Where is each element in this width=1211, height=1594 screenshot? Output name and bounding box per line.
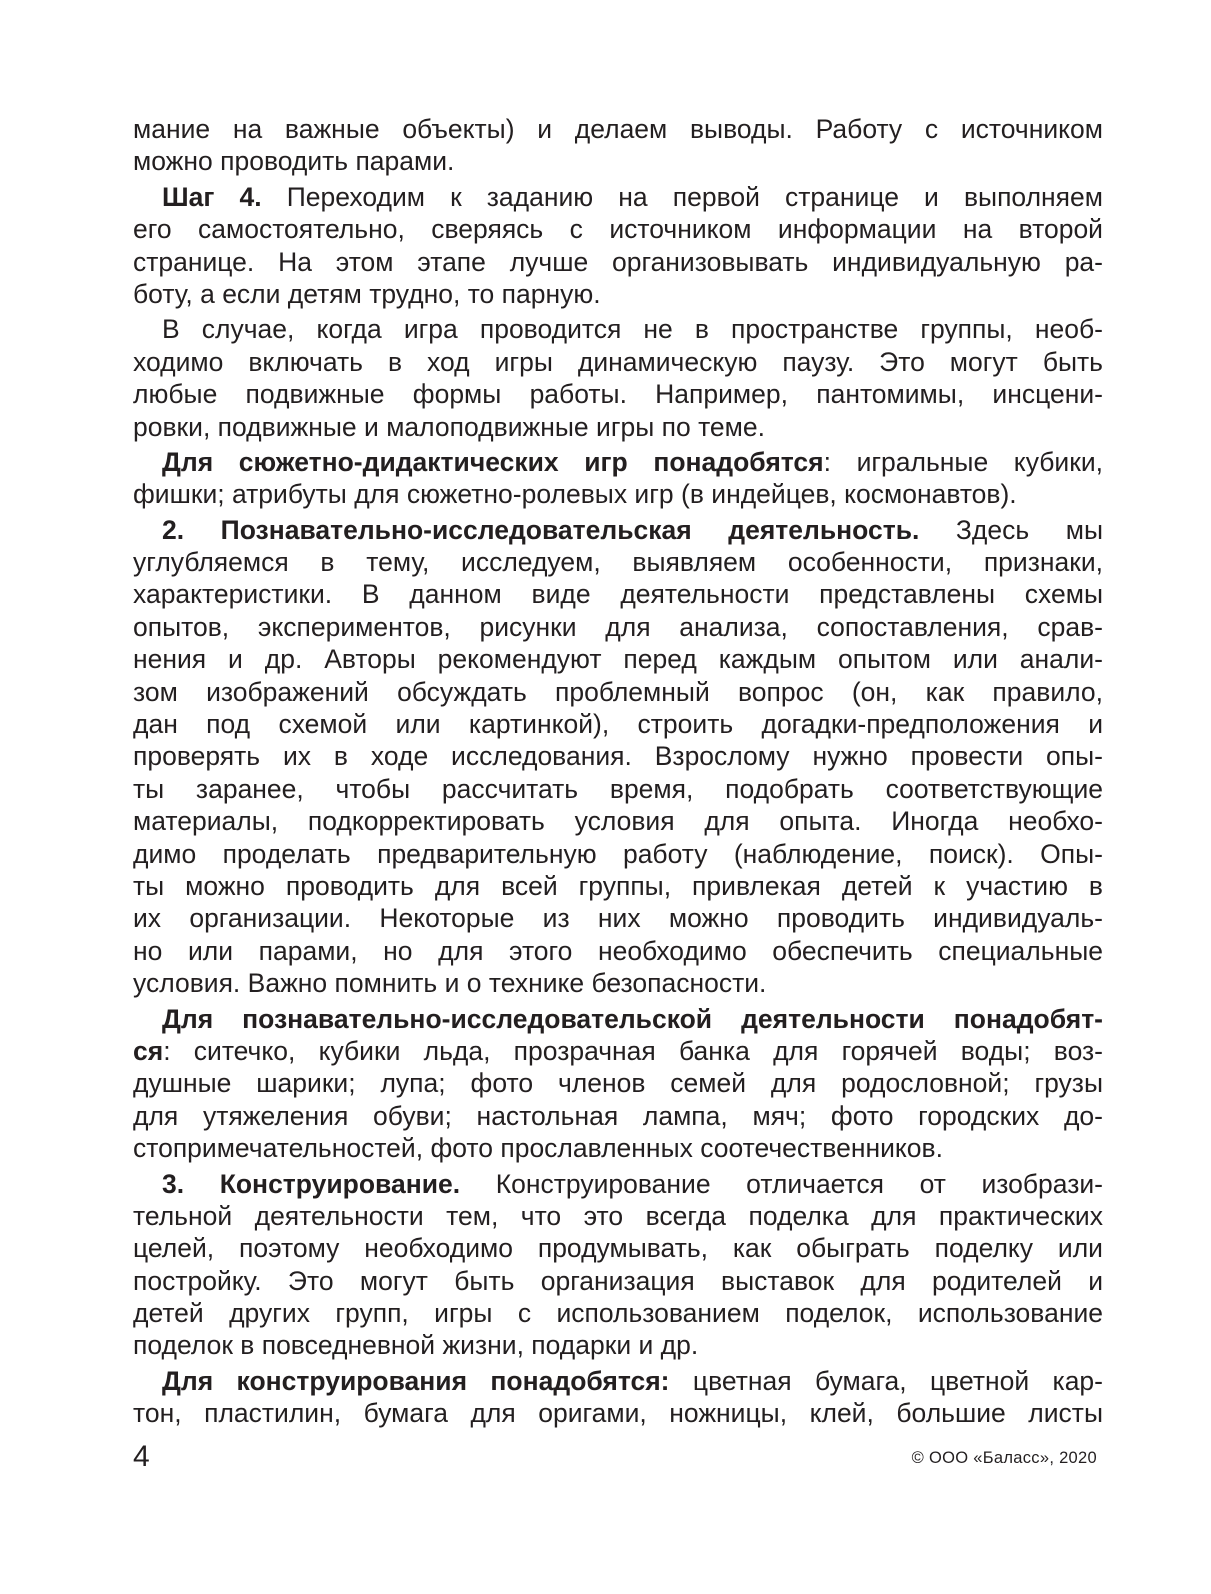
text-line bbox=[133, 1168, 1103, 1200]
text-line bbox=[133, 1265, 1103, 1297]
body-text: но или парами, но для этого необходимо обеспечить специальные bbox=[133, 935, 1103, 966]
paragraph bbox=[133, 313, 1103, 443]
body-text: странице. На этом этапе лучше организовывать индивидуальную ра- bbox=[133, 246, 1103, 277]
body-text: можно проводить парами. bbox=[133, 146, 455, 177]
text-line bbox=[133, 676, 1103, 708]
body-text: фишки; атрибуты для сюжетно-ролевых игр (в индейцев, космонавтов). bbox=[133, 479, 1017, 510]
text-line bbox=[133, 1035, 1103, 1067]
paragraph bbox=[133, 1003, 1103, 1165]
body-text: тельной деятельности тем, что это всегда поделка для практических bbox=[133, 1200, 1103, 1231]
body-text: их организации. Некоторые из них можно проводить индивидуаль- bbox=[133, 903, 1103, 934]
body-text: Переходим к заданию на первой странице и выполняем bbox=[261, 181, 1103, 212]
body-text: В случае, когда игра проводится не в пространстве группы, необ- bbox=[162, 314, 1103, 345]
text-line bbox=[133, 838, 1103, 870]
body-text: любые подвижные формы работы. Например, пантомимы, инсцени- bbox=[133, 379, 1103, 410]
page-number: 4 bbox=[133, 1440, 150, 1473]
body-text: дан под схемой или картинкой), строить догадки-предположения и bbox=[133, 709, 1103, 740]
text-line bbox=[133, 611, 1103, 643]
bold-lead-text: Шаг 4. bbox=[162, 181, 262, 212]
text-line bbox=[133, 446, 1103, 478]
text-line bbox=[133, 967, 1103, 999]
text-line bbox=[133, 378, 1103, 410]
copyright-notice: © ООО «Баласс», 2020 bbox=[911, 1449, 1097, 1467]
body-text: углубляемся в тему, исследуем, выявляем особенности, признаки, bbox=[133, 547, 1103, 578]
body-text: Здесь мы bbox=[919, 514, 1103, 545]
body-text: его самостоятельно, сверяясь с источником информации на второй bbox=[133, 214, 1103, 245]
paragraph bbox=[133, 113, 1103, 178]
bold-lead-text: 3. Конструирование. bbox=[162, 1168, 461, 1199]
text-line bbox=[133, 708, 1103, 740]
bold-lead-text: ся bbox=[133, 1035, 164, 1066]
bold-lead-text: Для сюжетно-дидактических игр понадобятся bbox=[162, 446, 824, 477]
paragraph bbox=[133, 514, 1103, 1000]
text-line bbox=[133, 1397, 1103, 1429]
paragraph bbox=[133, 1168, 1103, 1362]
text-line bbox=[133, 478, 1103, 510]
paragraph bbox=[133, 181, 1103, 311]
text-line bbox=[133, 145, 1103, 177]
bold-lead-text: Для конструирования понадобятся: bbox=[162, 1365, 670, 1396]
page-body bbox=[133, 113, 1103, 1430]
body-text: условия. Важно помнить и о технике безопасности. bbox=[133, 968, 767, 999]
text-line bbox=[133, 411, 1103, 443]
text-line bbox=[133, 1003, 1103, 1035]
body-text: тон, пластилин, бумага для оригами, ножницы, клей, большие листы bbox=[133, 1398, 1103, 1429]
text-line bbox=[133, 805, 1103, 837]
body-text: постройку. Это могут быть организация выставок для родителей и bbox=[133, 1265, 1103, 1296]
body-text: проверять их в ходе исследования. Взрослому нужно провести опы- bbox=[133, 741, 1103, 772]
body-text: для утяжеления обуви; настольная лампа, мяч; фото городских до- bbox=[133, 1100, 1103, 1131]
text-line bbox=[133, 1067, 1103, 1099]
text-line bbox=[133, 246, 1103, 278]
text-line bbox=[133, 514, 1103, 546]
text-line bbox=[133, 181, 1103, 213]
body-text: боту, а если детям трудно, то парную. bbox=[133, 278, 601, 309]
body-text: характеристики. В данном виде деятельности представлены схемы bbox=[133, 579, 1103, 610]
text-line bbox=[133, 870, 1103, 902]
body-text: материалы, подкорректировать условия для опыта. Иногда необхо- bbox=[133, 806, 1103, 837]
body-text: ходимо включать в ход игры динамическую паузу. Это могут быть bbox=[133, 346, 1103, 377]
text-line bbox=[133, 935, 1103, 967]
text-line bbox=[133, 1297, 1103, 1329]
text-line bbox=[133, 773, 1103, 805]
text-line bbox=[133, 1132, 1103, 1164]
body-text: ты заранее, чтобы рассчитать время, подобрать соответствующие bbox=[133, 773, 1103, 804]
body-text: димо проделать предварительную работу (наблюдение, поиск). Опы- bbox=[133, 838, 1103, 869]
body-text: поделок в повседневной жизни, подарки и др. bbox=[133, 1330, 699, 1361]
text-line bbox=[133, 113, 1103, 145]
text-line bbox=[133, 578, 1103, 610]
text-line bbox=[133, 213, 1103, 245]
body-text: зом изображений обсуждать проблемный вопрос (он, как правило, bbox=[133, 676, 1103, 707]
body-text: стопримечательностей, фото прославленных соотечественников. bbox=[133, 1133, 943, 1164]
body-text: нения и др. Авторы рекомендуют перед каждым опытом или анали- bbox=[133, 644, 1103, 675]
text-line bbox=[133, 546, 1103, 578]
paragraph bbox=[133, 446, 1103, 511]
text-line bbox=[133, 902, 1103, 934]
body-text: целей, поэтому необходимо продумывать, как обыграть поделку или bbox=[133, 1233, 1103, 1264]
body-text: ты можно проводить для всей группы, привлекая детей к участию в bbox=[133, 870, 1103, 901]
text-line bbox=[133, 1232, 1103, 1264]
body-text: : игральные кубики, bbox=[823, 446, 1103, 477]
text-line bbox=[133, 643, 1103, 675]
text-line bbox=[133, 740, 1103, 772]
body-text: ровки, подвижные и малоподвижные игры по теме. bbox=[133, 411, 765, 442]
body-text: цветная бумага, цветной кар- bbox=[669, 1365, 1103, 1396]
body-text: мание на важные объекты) и делаем выводы. Работу с источником bbox=[133, 114, 1103, 144]
text-line bbox=[133, 1365, 1103, 1397]
body-text: Конструирование отличается от изобрази- bbox=[460, 1168, 1103, 1199]
text-line bbox=[133, 1329, 1103, 1361]
body-text: опытов, экспериментов, рисунки для анализа, сопоставления, срав- bbox=[133, 611, 1103, 642]
bold-lead-text: Для познавательно-исследовательской деятельности понадобят- bbox=[162, 1003, 1103, 1034]
paragraph bbox=[133, 1365, 1103, 1430]
text-line bbox=[133, 313, 1103, 345]
text-line bbox=[133, 1200, 1103, 1232]
text-line bbox=[133, 346, 1103, 378]
text-line bbox=[133, 1100, 1103, 1132]
body-text: : ситечко, кубики льда, прозрачная банка для горячей воды; воз- bbox=[163, 1035, 1103, 1066]
bold-lead-text: 2. Познавательно-исследовательская деятельность. bbox=[162, 514, 920, 545]
text-line bbox=[133, 278, 1103, 310]
body-text: детей других групп, игры с использованием поделок, использование bbox=[133, 1298, 1103, 1329]
body-text: душные шарики; лупа; фото членов семей для родословной; грузы bbox=[133, 1068, 1103, 1099]
